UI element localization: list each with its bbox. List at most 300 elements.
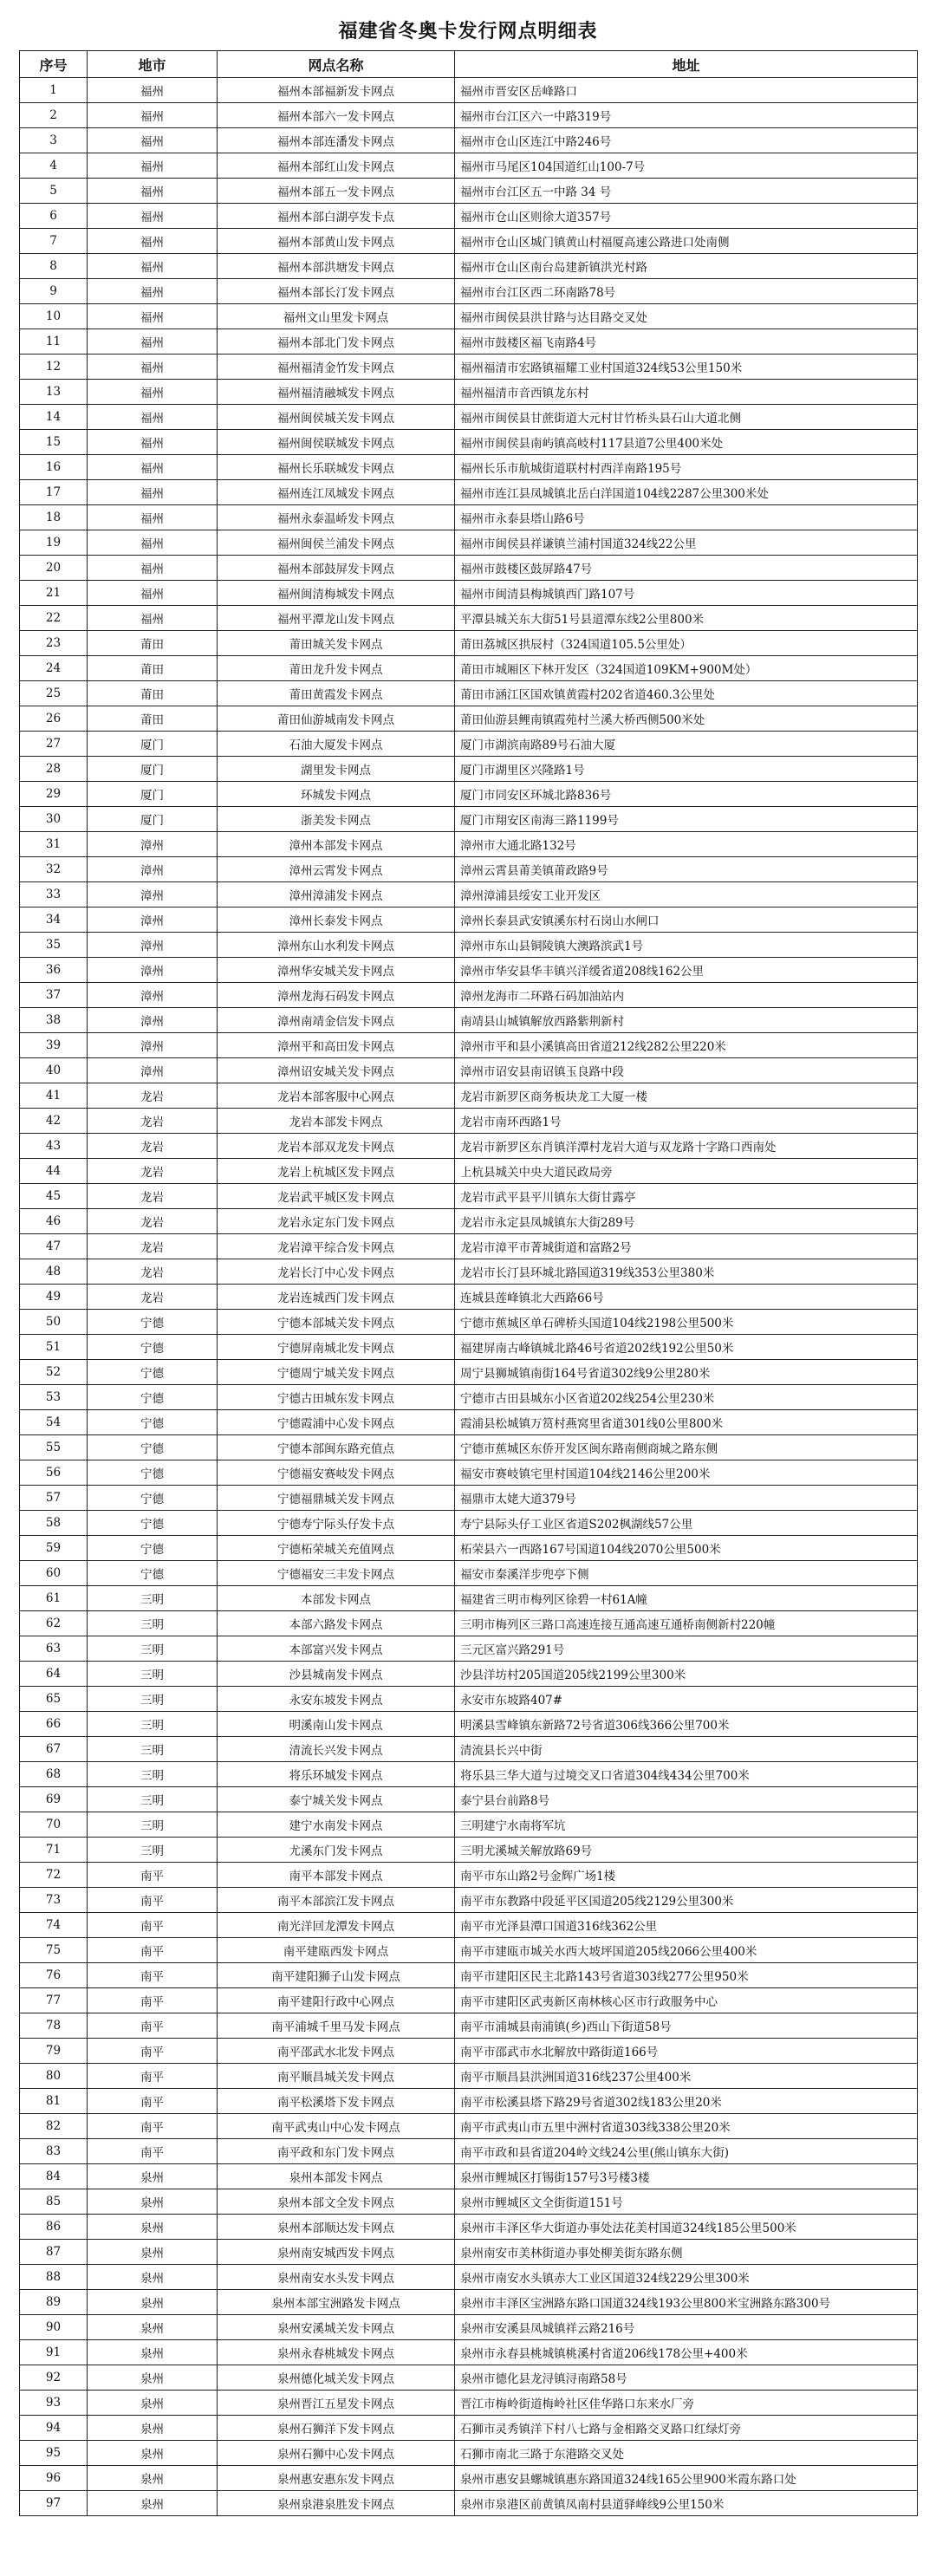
cell-city: 三明	[88, 1787, 218, 1812]
cell-city: 龙岩	[88, 1083, 218, 1109]
cell-index: 65	[20, 1687, 88, 1712]
cell-index: 20	[20, 556, 88, 581]
cell-address: 连城县莲峰镇北大西路66号	[455, 1285, 918, 1310]
cell-outlet-name: 南平建瓯西发卡网点	[218, 1938, 455, 1963]
table-row	[20, 1033, 918, 1058]
cell-address: 三明建宁水南将军坑	[455, 1812, 918, 1838]
table-row	[20, 279, 918, 304]
cell-index: 69	[20, 1787, 88, 1812]
cell-outlet-name: 泉州安溪城关发卡网点	[218, 2315, 455, 2340]
cell-outlet-name: 福州连江凤城发卡网点	[218, 480, 455, 505]
cell-index: 92	[20, 2365, 88, 2391]
cell-city: 龙岩	[88, 1209, 218, 1234]
cell-city: 南平	[88, 2039, 218, 2064]
table-row	[20, 807, 918, 832]
cell-city: 福州	[88, 179, 218, 204]
cell-index: 97	[20, 2491, 88, 2516]
cell-city: 福州	[88, 480, 218, 505]
table-row	[20, 2466, 918, 2491]
cell-city: 南平	[88, 2064, 218, 2089]
table-row	[20, 204, 918, 229]
cell-outlet-name: 龙岩本部双龙发卡网点	[218, 1134, 455, 1159]
cell-address: 福鼎市太姥大道379号	[455, 1486, 918, 1511]
cell-city: 泉州	[88, 2441, 218, 2466]
cell-city: 宁德	[88, 1310, 218, 1335]
table-row	[20, 1184, 918, 1209]
cell-index: 30	[20, 807, 88, 832]
cell-city: 三明	[88, 1737, 218, 1762]
cell-address: 霞浦县松城镇万筼村燕窝里省道301线0公里800米	[455, 1410, 918, 1435]
cell-index: 27	[20, 732, 88, 757]
table-row	[20, 1083, 918, 1109]
cell-address: 南平市浦城县南浦镇(乡)西山下街道58号	[455, 2013, 918, 2039]
cell-address: 泉州市鲤城区文全街街道151号	[455, 2189, 918, 2215]
cell-index: 13	[20, 380, 88, 405]
cell-address: 福州市台江区五一中路 34 号	[455, 179, 918, 204]
cell-address: 三明市梅列区三路口高速连接互通高速互通桥南侧新村220幢	[455, 1611, 918, 1636]
cell-city: 南平	[88, 1863, 218, 1888]
cell-city: 宁德	[88, 1460, 218, 1486]
cell-outlet-name: 湖里发卡网点	[218, 757, 455, 782]
cell-city: 泉州	[88, 2416, 218, 2441]
cell-outlet-name: 宁德霞浦中心发卡网点	[218, 1410, 455, 1435]
cell-city: 南平	[88, 2114, 218, 2139]
cell-address: 福州福清市宏路镇福耀工业村国道324线53公里150米	[455, 355, 918, 380]
cell-outlet-name: 本部富兴发卡网点	[218, 1636, 455, 1662]
cell-index: 19	[20, 530, 88, 556]
table-row	[20, 128, 918, 153]
table-row	[20, 2164, 918, 2189]
cell-index: 3	[20, 128, 88, 153]
table-row	[20, 480, 918, 505]
cell-city: 漳州	[88, 1058, 218, 1083]
table-row	[20, 1335, 918, 1360]
cell-city: 南平	[88, 1913, 218, 1938]
cell-city: 福州	[88, 606, 218, 631]
cell-outlet-name: 南平本部发卡网点	[218, 1863, 455, 1888]
table-row	[20, 380, 918, 405]
table-row	[20, 229, 918, 254]
table-row	[20, 1988, 918, 2013]
cell-outlet-name: 福州本部连潘发卡网点	[218, 128, 455, 153]
table-row	[20, 455, 918, 480]
cell-index: 66	[20, 1712, 88, 1737]
cell-index: 1	[20, 78, 88, 103]
cell-city: 宁德	[88, 1335, 218, 1360]
cell-address: 泉州市惠安县螺城镇惠东路国道324线165公里900米霞东路口处	[455, 2466, 918, 2491]
table-row	[20, 2039, 918, 2064]
cell-outlet-name: 福州本部北门发卡网点	[218, 329, 455, 355]
cell-city: 漳州	[88, 882, 218, 907]
cell-city: 南平	[88, 2089, 218, 2114]
cell-city: 三明	[88, 1586, 218, 1611]
cell-city: 福州	[88, 405, 218, 430]
cell-index: 61	[20, 1586, 88, 1611]
table-row	[20, 530, 918, 556]
table-row	[20, 1888, 918, 1913]
table-row	[20, 2114, 918, 2139]
cell-address: 宁德市蕉城区单石碑桥头国道104线2198公里500米	[455, 1310, 918, 1335]
cell-outlet-name: 漳州东山水利发卡网点	[218, 933, 455, 958]
cell-address: 漳州漳浦县绥安工业开发区	[455, 882, 918, 907]
table-row	[20, 1234, 918, 1259]
table-row	[20, 1486, 918, 1511]
table-row	[20, 681, 918, 706]
header-city: 地市	[88, 51, 218, 78]
table-row	[20, 1611, 918, 1636]
table-row	[20, 179, 918, 204]
cell-index: 18	[20, 505, 88, 530]
cell-address: 福州市闽侯县甘蔗街道大元村甘竹桥头县石山大道北侧	[455, 405, 918, 430]
cell-city: 南平	[88, 2013, 218, 2039]
cell-address: 福州市仓山区则徐大道357号	[455, 204, 918, 229]
cell-city: 南平	[88, 1988, 218, 2013]
cell-outlet-name: 莆田仙游城南发卡网点	[218, 706, 455, 732]
cell-index: 91	[20, 2340, 88, 2365]
table-row	[20, 1662, 918, 1687]
cell-index: 5	[20, 179, 88, 204]
cell-index: 31	[20, 832, 88, 857]
cell-city: 三明	[88, 1611, 218, 1636]
cell-city: 泉州	[88, 2315, 218, 2340]
cell-index: 29	[20, 782, 88, 807]
cell-address: 南平市光泽县潭口国道316线362公里	[455, 1913, 918, 1938]
cell-outlet-name: 福州本部鼓屏发卡网点	[218, 556, 455, 581]
cell-index: 93	[20, 2391, 88, 2416]
cell-address: 龙岩市武平县平川镇东大街甘露亭	[455, 1184, 918, 1209]
cell-city: 龙岩	[88, 1285, 218, 1310]
table-row	[20, 430, 918, 455]
cell-index: 67	[20, 1737, 88, 1762]
cell-index: 24	[20, 656, 88, 681]
table-row	[20, 2265, 918, 2290]
table-row	[20, 2189, 918, 2215]
cell-outlet-name: 泉州本部顺达发卡网点	[218, 2215, 455, 2240]
table-row	[20, 2441, 918, 2466]
cell-city: 泉州	[88, 2240, 218, 2265]
cell-address: 龙岩市长汀县环城北路国道319线353公里380米	[455, 1259, 918, 1285]
cell-index: 75	[20, 1938, 88, 1963]
cell-outlet-name: 泉州本部文全发卡网点	[218, 2189, 455, 2215]
cell-city: 福州	[88, 581, 218, 606]
table-row	[20, 78, 918, 103]
table-row	[20, 1963, 918, 1988]
cell-outlet-name: 浙美发卡网点	[218, 807, 455, 832]
cell-index: 41	[20, 1083, 88, 1109]
table-row	[20, 2290, 918, 2315]
cell-city: 宁德	[88, 1435, 218, 1460]
cell-outlet-name: 将乐环城发卡网点	[218, 1762, 455, 1787]
cell-index: 80	[20, 2064, 88, 2089]
cell-index: 17	[20, 480, 88, 505]
cell-index: 82	[20, 2114, 88, 2139]
table-row	[20, 2416, 918, 2441]
table-row	[20, 2139, 918, 2164]
cell-city: 泉州	[88, 2215, 218, 2240]
cell-address: 福州市仓山区城门镇黄山村福厦高速公路进口处南侧	[455, 229, 918, 254]
cell-address: 周宁县狮城镇南街164号省道302线9公里280米	[455, 1360, 918, 1385]
cell-outlet-name: 泉州石狮洋下发卡网点	[218, 2416, 455, 2441]
cell-address: 泉州市泉港区前黄镇凤南村县道驿峰线9公里150米	[455, 2491, 918, 2516]
cell-index: 63	[20, 1636, 88, 1662]
table-row	[20, 2064, 918, 2089]
cell-address: 莆田市涵江区国欢镇黄霞村202省道460.3公里处	[455, 681, 918, 706]
table-row	[20, 631, 918, 656]
table-row	[20, 556, 918, 581]
table-row	[20, 1863, 918, 1888]
cell-city: 福州	[88, 153, 218, 179]
cell-address: 南平市顺昌县洪洲国道316线237公里400米	[455, 2064, 918, 2089]
cell-address: 寿宁县际头仔工业区省道S202枫湖线57公里	[455, 1511, 918, 1536]
table-row	[20, 304, 918, 329]
cell-city: 宁德	[88, 1536, 218, 1561]
cell-address: 福州长乐市航城街道联村村西洋南路195号	[455, 455, 918, 480]
table-row	[20, 1259, 918, 1285]
cell-address: 南平市建阳区民主北路143号省道303线277公里950米	[455, 1963, 918, 1988]
cell-index: 28	[20, 757, 88, 782]
cell-address: 宁德市古田县城东小区省道202线254公里230米	[455, 1385, 918, 1410]
cell-index: 77	[20, 1988, 88, 2013]
cell-index: 39	[20, 1033, 88, 1058]
cell-address: 福州市台江区六一中路319号	[455, 103, 918, 128]
cell-index: 48	[20, 1259, 88, 1285]
cell-outlet-name: 泉州南安城西发卡网点	[218, 2240, 455, 2265]
table-row	[20, 1737, 918, 1762]
cell-outlet-name: 福州闽侯兰浦发卡网点	[218, 530, 455, 556]
table-row	[20, 907, 918, 933]
cell-outlet-name: 福州福清融城发卡网点	[218, 380, 455, 405]
cell-index: 96	[20, 2466, 88, 2491]
cell-city: 三明	[88, 1838, 218, 1863]
cell-city: 莆田	[88, 681, 218, 706]
cell-address: 龙岩市漳平市菁城街道和富路2号	[455, 1234, 918, 1259]
cell-city: 福州	[88, 380, 218, 405]
table-body	[20, 78, 918, 2516]
table-row	[20, 1310, 918, 1335]
cell-city: 漳州	[88, 832, 218, 857]
table-row	[20, 1058, 918, 1083]
cell-index: 57	[20, 1486, 88, 1511]
cell-address: 泉州市鲤城区打锡街157号3号楼3楼	[455, 2164, 918, 2189]
cell-address: 厦门市湖滨南路89号石油大厦	[455, 732, 918, 757]
cell-city: 福州	[88, 279, 218, 304]
table-row	[20, 1134, 918, 1159]
cell-outlet-name: 福州闽侯城关发卡网点	[218, 405, 455, 430]
cell-outlet-name: 永安东坡发卡网点	[218, 1687, 455, 1712]
cell-outlet-name: 福州闽侯联城发卡网点	[218, 430, 455, 455]
cell-city: 泉州	[88, 2365, 218, 2391]
cell-outlet-name: 龙岩本部发卡网点	[218, 1109, 455, 1134]
cell-address: 沙县洋坊村205国道205线2199公里300米	[455, 1662, 918, 1687]
cell-outlet-name: 泉州石狮中心发卡网点	[218, 2441, 455, 2466]
cell-city: 福州	[88, 204, 218, 229]
cell-index: 76	[20, 1963, 88, 1988]
cell-outlet-name: 莆田黄霞发卡网点	[218, 681, 455, 706]
cell-index: 78	[20, 2013, 88, 2039]
cell-outlet-name: 福州本部黄山发卡网点	[218, 229, 455, 254]
cell-outlet-name: 宁德福安赛岐发卡网点	[218, 1460, 455, 1486]
cell-city: 漳州	[88, 1033, 218, 1058]
table-row	[20, 1536, 918, 1561]
cell-address: 泉州市永春县桃城镇桃溪村省道206线178公里+400米	[455, 2340, 918, 2365]
cell-outlet-name: 泉州本部宝洲路发卡网点	[218, 2290, 455, 2315]
cell-index: 26	[20, 706, 88, 732]
cell-address: 泉州市德化县龙浔镇浔南路58号	[455, 2365, 918, 2391]
cell-outlet-name: 泉州南安水头发卡网点	[218, 2265, 455, 2290]
table-row	[20, 153, 918, 179]
cell-address: 福州市鼓楼区福飞南路4号	[455, 329, 918, 355]
cell-address: 厦门市翔安区南海三路1199号	[455, 807, 918, 832]
cell-outlet-name: 福州本部六一发卡网点	[218, 103, 455, 128]
cell-outlet-name: 泉州永春桃城发卡网点	[218, 2340, 455, 2365]
cell-address: 漳州市华安县华丰镇兴洋缓省道208线162公里	[455, 958, 918, 983]
cell-city: 龙岩	[88, 1259, 218, 1285]
cell-index: 8	[20, 254, 88, 279]
cell-outlet-name: 福州福清金竹发卡网点	[218, 355, 455, 380]
table-row	[20, 1938, 918, 1963]
cell-outlet-name: 宁德福鼎城关发卡网点	[218, 1486, 455, 1511]
cell-address: 南平市松溪县塔下路29号省道302线183公里20米	[455, 2089, 918, 2114]
table-row	[20, 1385, 918, 1410]
cell-city: 龙岩	[88, 1184, 218, 1209]
table-row	[20, 2391, 918, 2416]
cell-city: 莆田	[88, 706, 218, 732]
cell-index: 36	[20, 958, 88, 983]
cell-city: 福州	[88, 229, 218, 254]
cell-city: 福州	[88, 455, 218, 480]
cell-index: 14	[20, 405, 88, 430]
table-row	[20, 581, 918, 606]
cell-address: 福州市闽侯县南屿镇高岐村117县道7公里400米处	[455, 430, 918, 455]
cell-address: 龙岩市南环西路1号	[455, 1109, 918, 1134]
cell-address: 漳州龙海市二环路石码加油站内	[455, 983, 918, 1008]
cell-outlet-name: 泉州德化城关发卡网点	[218, 2365, 455, 2391]
cell-city: 三明	[88, 1762, 218, 1787]
cell-index: 42	[20, 1109, 88, 1134]
cell-index: 70	[20, 1812, 88, 1838]
cell-outlet-name: 泰宁城关发卡网点	[218, 1787, 455, 1812]
cell-outlet-name: 福州本部长汀发卡网点	[218, 279, 455, 304]
cell-address: 南平市东山路2号金辉广场1楼	[455, 1863, 918, 1888]
table-row	[20, 832, 918, 857]
cell-outlet-name: 本部发卡网点	[218, 1586, 455, 1611]
cell-outlet-name: 福州闽清梅城发卡网点	[218, 581, 455, 606]
table-row	[20, 2340, 918, 2365]
cell-index: 51	[20, 1335, 88, 1360]
cell-outlet-name: 漳州龙海石码发卡网点	[218, 983, 455, 1008]
cell-outlet-name: 石油大厦发卡网点	[218, 732, 455, 757]
cell-index: 59	[20, 1536, 88, 1561]
table-row	[20, 958, 918, 983]
cell-outlet-name: 漳州本部发卡网点	[218, 832, 455, 857]
cell-city: 泉州	[88, 2491, 218, 2516]
cell-address: 福州市鼓楼区鼓屏路47号	[455, 556, 918, 581]
table-row	[20, 1586, 918, 1611]
cell-address: 南靖县山城镇解放西路紫荆新村	[455, 1008, 918, 1033]
cell-address: 将乐县三华大道与过境交叉口省道304线434公里700米	[455, 1762, 918, 1787]
cell-outlet-name: 沙县城南发卡网点	[218, 1662, 455, 1687]
cell-outlet-name: 泉州泉港泉胜发卡网点	[218, 2491, 455, 2516]
cell-city: 三明	[88, 1636, 218, 1662]
cell-city: 三明	[88, 1812, 218, 1838]
table-row	[20, 1762, 918, 1787]
cell-address: 三元区富兴路291号	[455, 1636, 918, 1662]
cell-outlet-name: 龙岩永定东门发卡网点	[218, 1209, 455, 1234]
table-row	[20, 1511, 918, 1536]
cell-index: 46	[20, 1209, 88, 1234]
cell-address: 漳州市东山县铜陵镇大澳路滨武1号	[455, 933, 918, 958]
cell-outlet-name: 明溪南山发卡网点	[218, 1712, 455, 1737]
cell-outlet-name: 漳州南靖金信发卡网点	[218, 1008, 455, 1033]
cell-index: 94	[20, 2416, 88, 2441]
cell-outlet-name: 宁德周宁城关发卡网点	[218, 1360, 455, 1385]
cell-city: 漳州	[88, 1008, 218, 1033]
cell-address: 福州福清市音西镇龙东村	[455, 380, 918, 405]
cell-outlet-name: 本部六路发卡网点	[218, 1611, 455, 1636]
table-row	[20, 2315, 918, 2340]
cell-city: 三明	[88, 1687, 218, 1712]
cell-city: 龙岩	[88, 1234, 218, 1259]
cell-index: 22	[20, 606, 88, 631]
cell-index: 95	[20, 2441, 88, 2466]
cell-address: 晋江市梅岭街道梅岭社区佳华路口东来水厂旁	[455, 2391, 918, 2416]
cell-index: 87	[20, 2240, 88, 2265]
table-row	[20, 882, 918, 907]
cell-city: 宁德	[88, 1410, 218, 1435]
cell-outlet-name: 南平松溪塔下发卡网点	[218, 2089, 455, 2114]
cell-outlet-name: 宁德寿宁际头仔发卡点	[218, 1511, 455, 1536]
cell-address: 柘荣县六一西路167号国道104线2070公里500米	[455, 1536, 918, 1561]
cell-address: 永安市东坡路407#	[455, 1687, 918, 1712]
table-row	[20, 1435, 918, 1460]
cell-index: 35	[20, 933, 88, 958]
cell-index: 55	[20, 1435, 88, 1460]
cell-city: 漳州	[88, 933, 218, 958]
cell-index: 21	[20, 581, 88, 606]
cell-index: 71	[20, 1838, 88, 1863]
cell-city: 厦门	[88, 782, 218, 807]
cell-city: 福州	[88, 128, 218, 153]
cell-address: 南平市东教路中段延平区国道205线2129公里300米	[455, 1888, 918, 1913]
cell-city: 福州	[88, 505, 218, 530]
table-row	[20, 2013, 918, 2039]
table-row	[20, 1636, 918, 1662]
cell-address: 石狮市南北三路于东港路交叉处	[455, 2441, 918, 2466]
cell-city: 泉州	[88, 2164, 218, 2189]
cell-index: 83	[20, 2139, 88, 2164]
cell-index: 52	[20, 1360, 88, 1385]
cell-city: 龙岩	[88, 1109, 218, 1134]
cell-address: 泰宁县台前路8号	[455, 1787, 918, 1812]
cell-address: 上杭县城关中央大道民政局旁	[455, 1159, 918, 1184]
cell-address: 漳州市大通北路132号	[455, 832, 918, 857]
table-header-row	[20, 51, 918, 78]
cell-outlet-name: 福州本部五一发卡网点	[218, 179, 455, 204]
cell-city: 福州	[88, 430, 218, 455]
cell-outlet-name: 福州文山里发卡网点	[218, 304, 455, 329]
cell-address: 漳州云霄县莆美镇莆政路9号	[455, 857, 918, 882]
cell-city: 宁德	[88, 1385, 218, 1410]
cell-outlet-name: 南光洋回龙潭发卡网点	[218, 1913, 455, 1938]
cell-city: 厦门	[88, 732, 218, 757]
cell-index: 58	[20, 1511, 88, 1536]
cell-index: 33	[20, 882, 88, 907]
cell-city: 福州	[88, 556, 218, 581]
table-row	[20, 1109, 918, 1134]
cell-address: 泉州市丰泽区华大街道办事处法花美村国道324线185公里500米	[455, 2215, 918, 2240]
cell-index: 25	[20, 681, 88, 706]
cell-city: 福州	[88, 78, 218, 103]
